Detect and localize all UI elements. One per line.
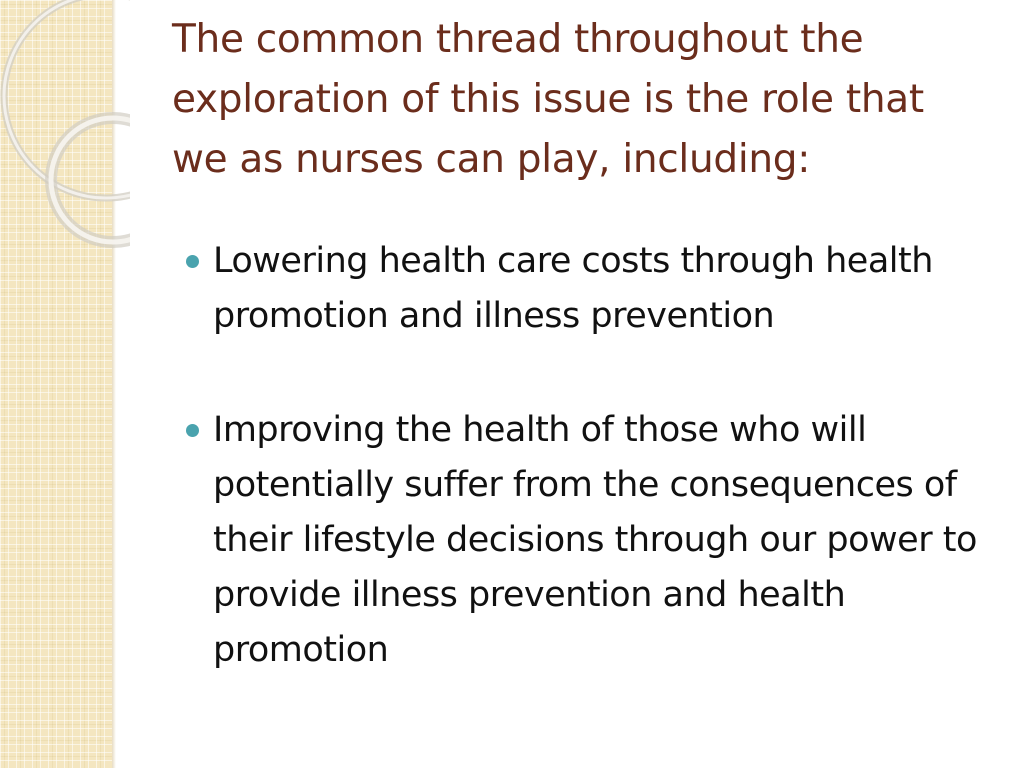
bullet-text: Lowering health care costs through health promotion and illness prevention bbox=[213, 241, 933, 336]
bullet-item bbox=[186, 403, 1004, 678]
bullet-dot-icon bbox=[186, 255, 199, 268]
bullet-dot-icon bbox=[186, 424, 199, 437]
bullet-list bbox=[186, 234, 1004, 678]
bullet-text: Improving the health of those who will potentially suffer from the consequences of their lifestyle decisions through our power to provide illness prevention and health promotion bbox=[213, 410, 977, 670]
sidebar-edge bbox=[112, 0, 116, 768]
decorative-sidebar bbox=[0, 0, 112, 768]
bullet-item bbox=[186, 234, 1004, 344]
slide-title: The common thread throughout the exploration of this issue is the role that we as nurses can play, including: bbox=[172, 17, 924, 182]
